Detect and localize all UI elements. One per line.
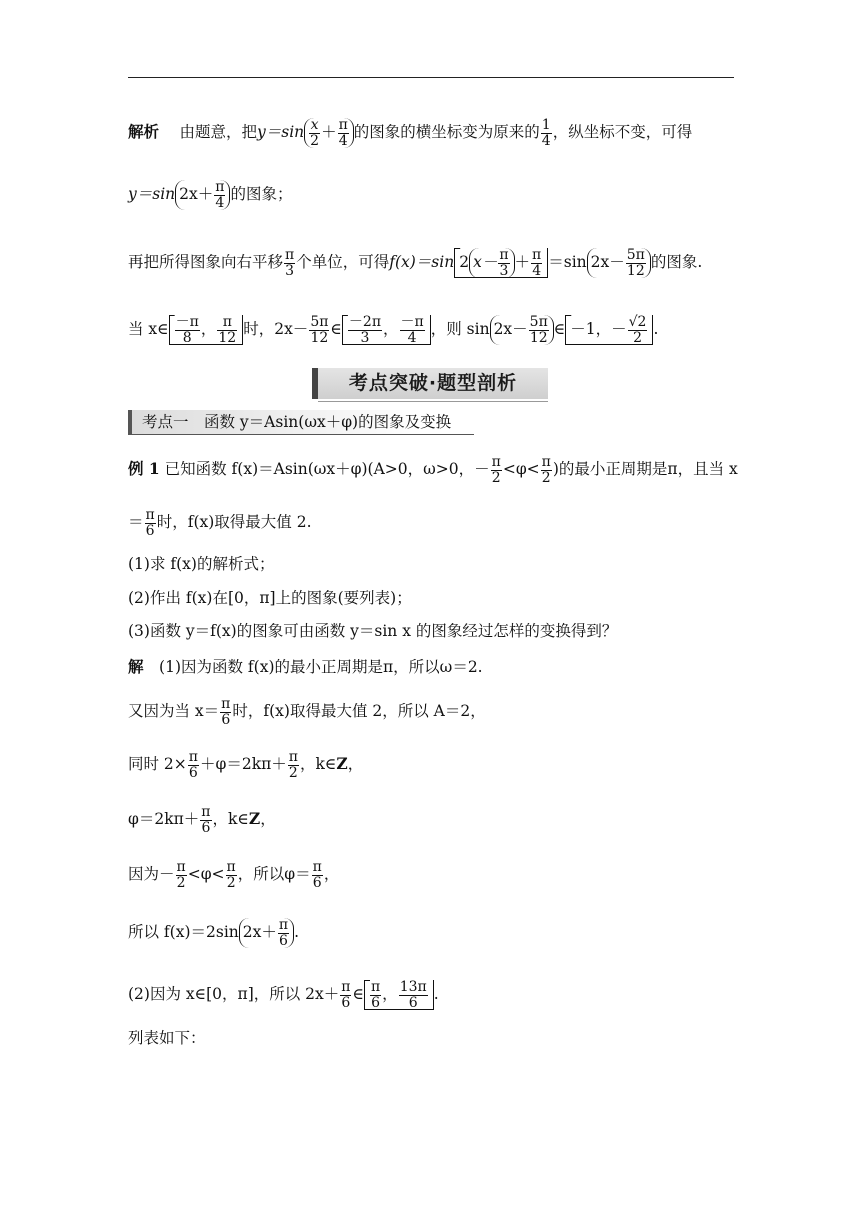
question-2: (2)作出 f(x)在[0，π]上的图象(要列表)；	[128, 589, 412, 607]
fraction: $\frac{\pi}{3}$	[499, 247, 509, 279]
fraction: $\frac{\pi}{6}$	[221, 696, 231, 728]
fraction: $\frac{x}{2}$	[310, 117, 320, 149]
paren-group: 2x＋ $\frac{\pi}{4}$	[175, 180, 230, 210]
solution-line-7: (2)因为 x∈[0，π]，所以 2x＋ $\frac{\pi}{6}$ ∈ $\frac{\pi}{6}$ ， $\frac{13\pi}{6}$ .	[128, 979, 439, 1011]
solution-line-2: 又因为当 x＝ $\frac{\pi}{6}$ 时，f(x)取得最大值 2，所以 A＝2，	[128, 696, 486, 728]
analysis-line-4: 当 x∈ $\frac{-\pi}{8}$ ， $\frac{\pi}{12}$ 时，2x－ $\frac{5\pi}{12}$ ∈ $\frac{-2\pi}{3}$ ， $\frac{-\pi}{4}$ ，则 sin 2x－ $\frac{5\pi}{12}$ ∈ －1，－ $\frac{√2}{2}$ .	[128, 314, 659, 346]
fraction: $\frac{\pi}{4}$	[215, 179, 225, 211]
paren-group: 2x＋ $\frac{\pi}{6}$	[239, 918, 294, 948]
fraction: $\frac{-2\pi}{3}$	[348, 314, 382, 346]
analysis-line-3: 再把所得图象向右平移 $\frac{\pi}{3}$ 个单位，可得f(x)＝sin 2 x－ $\frac{\pi}{3}$ ＋ $\frac{\pi}{4}$ ＝sin 2x－ $\frac{5\pi}{12}$ 的图象.	[128, 247, 703, 279]
fraction: $\frac{\pi}{4}$	[338, 117, 348, 149]
fraction: $\frac{\pi}{3}$	[285, 247, 295, 279]
solution-line-4: φ＝2kπ＋ $\frac{\pi}{6}$ ，k∈Z，	[128, 804, 276, 836]
fraction: $\frac{\pi}{6}$	[201, 804, 211, 836]
fraction: $\frac{5\pi}{12}$	[529, 314, 548, 346]
solution-line-1: 解 (1)因为函数 f(x)的最小正周期是π，所以ω＝2.	[128, 657, 483, 676]
paren-group: 2x－ $\frac{5\pi}{12}$	[587, 248, 651, 278]
fraction: $\frac{13\pi}{6}$	[399, 979, 427, 1011]
analysis-label: 解析	[128, 122, 160, 142]
fraction: $\frac{5\pi}{12}$	[626, 247, 645, 279]
solution-line-5: 因为－ $\frac{\pi}{2}$ <φ< $\frac{\pi}{2}$ ，所以φ＝ $\frac{\pi}{6}$ ，	[128, 859, 340, 891]
solution-line-3: 同时 2× $\frac{\pi}{6}$ ＋φ＝2kπ＋ $\frac{\pi}{2}$ ，k∈Z，	[128, 749, 364, 781]
fraction: $\frac{\pi}{6}$	[312, 859, 322, 891]
example-line-2: ＝ $\frac{\pi}{6}$ 时，f(x)取得最大值 2.	[128, 507, 312, 539]
example-line-1: 例 1 已知函数 f(x)＝Asin(ωx＋φ)(A>0，ω>0，－ $\frac{\pi}{2}$ <φ< $\frac{\pi}{2}$ )的最小正周期是π，且当 x	[128, 454, 738, 486]
fraction: $\frac{-\pi}{8}$	[175, 314, 199, 346]
question-1: (1)求 f(x)的解析式；	[128, 555, 275, 573]
paren-group: 2x－ $\frac{5\pi}{12}$	[490, 315, 554, 345]
fraction: $\frac{\pi}{6}$	[370, 979, 381, 1011]
fraction: $\frac{\pi}{2}$	[176, 859, 186, 891]
paren-group: x－ $\frac{\pi}{3}$	[469, 248, 514, 278]
fraction: $\frac{\pi}{2}$	[288, 749, 298, 781]
analysis-line-2: y＝sin 2x＋ $\frac{\pi}{4}$ 的图象；	[128, 179, 293, 211]
section-banner: 考点突破·题型剖析	[312, 368, 548, 399]
fraction: $\frac{\pi}{4}$	[532, 247, 542, 279]
fraction: $\frac{\pi}{6}$	[188, 749, 198, 781]
fraction: $\frac{√2}{2}$	[628, 314, 647, 346]
example-label: 例 1	[128, 459, 160, 479]
question-3: (3)函数 y＝f(x)的图象可由函数 y＝sin x 的图象经过怎样的变换得到？	[128, 622, 618, 640]
bracket-group: －1，－ $\frac{√2}{2}$	[565, 315, 653, 345]
fraction: $\frac{\pi}{2}$	[541, 454, 551, 486]
fraction: $\frac{\pi}{6}$	[145, 507, 155, 539]
analysis-line-1: 解析 由题意，把y＝sin $\frac{x}{2}$ ＋ $\frac{\pi}{4}$ 的图象的横坐标变为原来的 $\frac{1}{4}$ ，纵坐标不变，可得	[128, 117, 693, 149]
fraction: $\frac{-\pi}{4}$	[400, 314, 424, 346]
bracket-group: $\frac{-2\pi}{3}$ ， $\frac{-\pi}{4}$	[342, 315, 431, 345]
fraction: $\frac{\pi}{12}$	[218, 314, 237, 346]
topic-title: 考点一 函数 y＝Asin(ωx＋φ)的图象及变换	[128, 410, 474, 435]
fraction: $\frac{\pi}{6}$	[278, 917, 289, 949]
solution-line-6: 所以 f(x)＝2sin 2x＋ $\frac{\pi}{6}$ .	[128, 917, 300, 949]
fraction: $\frac{\pi}{2}$	[491, 454, 501, 486]
fraction: $\frac{1}{4}$	[541, 117, 551, 149]
solution-line-8: 列表如下：	[128, 1029, 206, 1047]
fraction: $\frac{\pi}{6}$	[341, 979, 351, 1011]
solution-label: 解	[128, 657, 144, 676]
bracket-group: $\frac{\pi}{6}$ ， $\frac{13\pi}{6}$	[364, 980, 434, 1010]
fraction: $\frac{5\pi}{12}$	[310, 314, 329, 346]
paren-group: $\frac{x}{2}$ ＋ $\frac{\pi}{4}$	[304, 118, 354, 148]
bracket-group: 2 x－ $\frac{\pi}{3}$ ＋ $\frac{\pi}{4}$	[454, 248, 548, 278]
bracket-group: $\frac{-\pi}{8}$ ， $\frac{\pi}{12}$	[169, 315, 244, 345]
fraction: $\frac{\pi}{2}$	[226, 859, 236, 891]
header-rule	[128, 77, 734, 78]
